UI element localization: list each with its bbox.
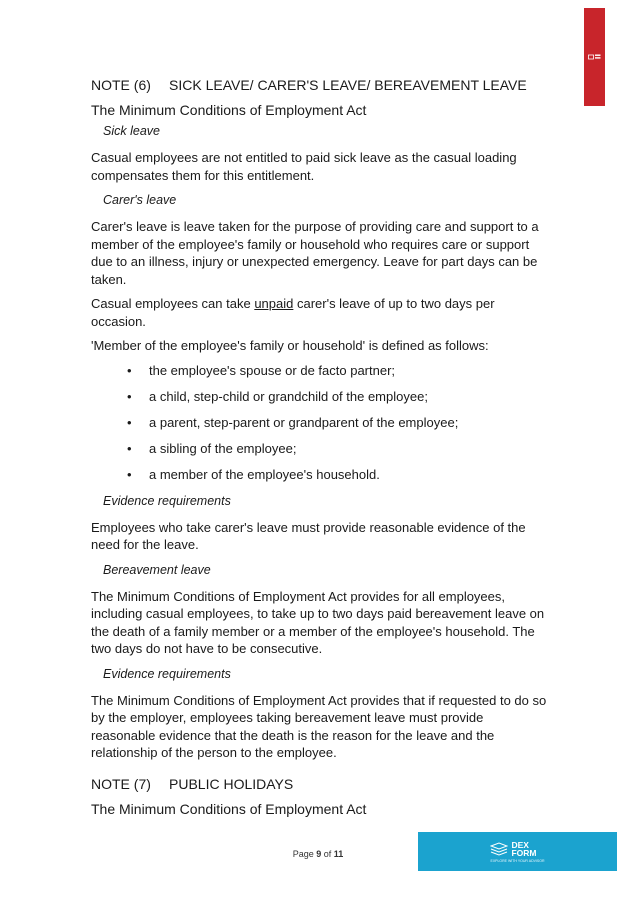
list-item: • a parent, step-parent or grandparent of the employee; [91,414,551,432]
note-6-act-heading: The Minimum Conditions of Employment Act [91,102,367,118]
note-7-act-heading: The Minimum Conditions of Employment Act [91,800,367,817]
unpaid-emphasis: unpaid [254,296,294,311]
of-word: of [323,849,332,859]
document-body [91,75,551,821]
carers-leave-heading: Carer's leave [103,193,177,207]
carers-evidence-paragraph: Employees who take carer's leave must provide reasonable evidence of the need for the leave. [91,519,526,552]
current-page: 9 [316,849,322,859]
total-pages: 11 [333,849,344,859]
list-item: • a child, step-child or grandchild of the employee; [91,388,551,406]
list-item: • the employee's spouse or de facto partner; [91,362,551,380]
bereavement-evidence-paragraph: The Minimum Conditions of Employment Act provides that if requested to do so by the employer, employees taking bereavement leave must provide reasonable evidence that the death is the reason for the leave and the relationship of the person to the employee. [91,692,547,760]
list-item: • a member of the employee's household. [91,466,551,484]
dex-logo-icon [588,53,601,61]
logo-word-dex: DEX [511,839,529,850]
note-7-heading [91,774,551,794]
note-7-number: NOTE (7) [91,775,151,792]
side-tab [584,8,605,106]
carers-evidence-heading: Evidence requirements [103,493,231,508]
note-6-heading [91,75,551,95]
logo-word-form: FORM [511,847,537,858]
bereavement-leave-heading: Bereavement leave [103,562,211,577]
casual-text-end: carer's leave of up to two days per occasion. [91,296,495,329]
casual-carers-paragraph [91,295,551,330]
carers-leave-paragraph: Carer's leave is leave taken for the purpose of providing care and support to a member of the employee's family or household who requires care or support due to an illness, injury or unexpected emergency. Leave for part days can be taken. [91,219,539,287]
family-member-list [91,362,551,484]
sick-leave-heading: Sick leave [103,124,160,138]
page-word: Page [292,849,314,859]
dex-logo-mark-icon [490,842,508,856]
dex-form-footer-logo [418,832,617,871]
member-definition-paragraph: 'Member of the employee's family or household' is defined as follows: [91,338,489,353]
bereavement-leave-paragraph: The Minimum Conditions of Employment Act provides for all employees, including casual employees, to take up to two days paid bereavement leave on the death of a family member or a member of the employee's household. The two days do not have to be consecutive. [91,588,545,656]
list-item: • a sibling of the employee; [91,440,551,458]
bereavement-evidence-heading: Evidence requirements [103,666,231,681]
note-7-title: PUBLIC HOLIDAYS [169,775,294,792]
casual-text-start: Casual employees can take [91,296,255,311]
sick-leave-paragraph: Casual employees are not entitled to paid sick leave as the casual loading compensates them for this entitlement. [91,150,517,183]
logo-tagline: EXPLORE WITH YOUR ADVISOR [490,858,545,863]
note-6-number: NOTE (6) [91,77,151,93]
note-6-title: SICK LEAVE/ CARER'S LEAVE/ BEREAVEMENT LEAVE [169,77,527,93]
